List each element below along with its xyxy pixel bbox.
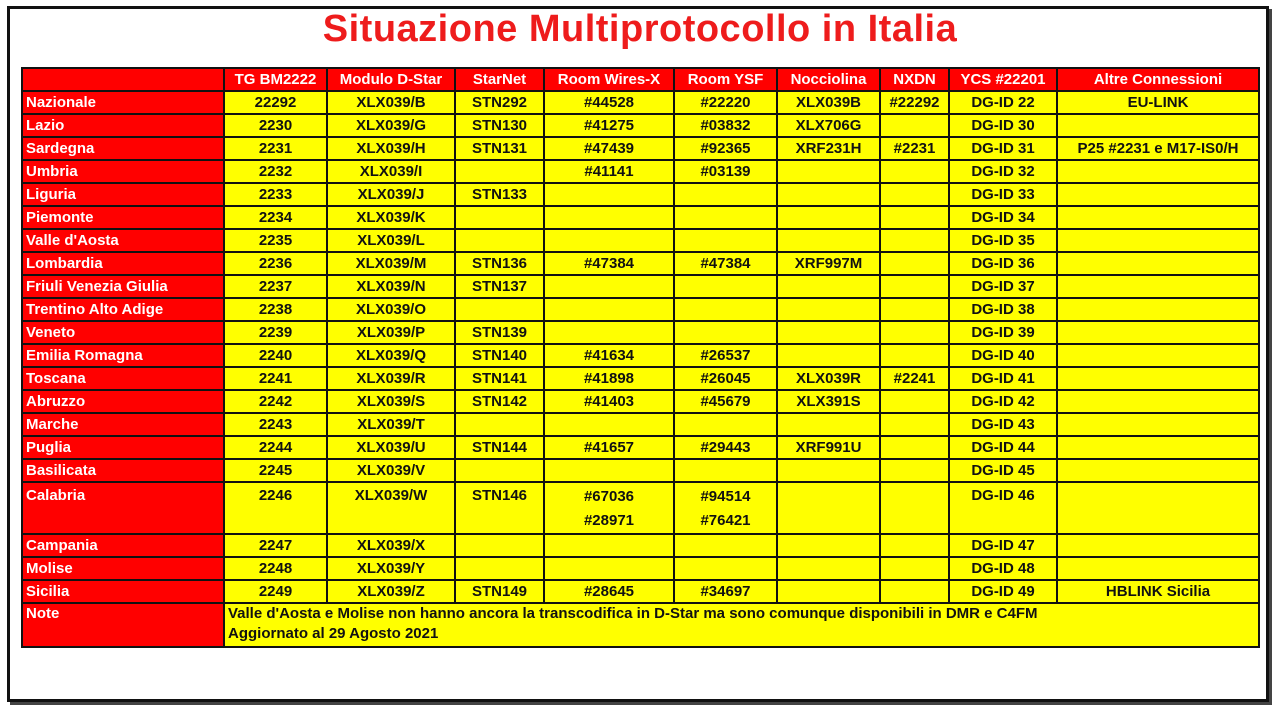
table-cell: DG-ID 48 <box>949 557 1057 580</box>
column-header: Room YSF <box>674 68 777 91</box>
table-cell: STN141 <box>455 367 544 390</box>
region-cell: Marche <box>22 413 224 436</box>
table-cell: XLX391S <box>777 390 880 413</box>
table-cell: DG-ID 42 <box>949 390 1057 413</box>
region-cell: Lazio <box>22 114 224 137</box>
table-cell: XLX039/V <box>327 459 455 482</box>
table-cell <box>544 321 674 344</box>
table-row <box>22 137 1259 160</box>
region-cell: Valle d'Aosta <box>22 229 224 252</box>
table-row <box>22 183 1259 206</box>
table-cell <box>777 459 880 482</box>
table-cell <box>880 459 949 482</box>
region-cell: Friuli Venezia Giulia <box>22 275 224 298</box>
table-cell: XLX039/N <box>327 275 455 298</box>
table-cell: 2234 <box>224 206 327 229</box>
table-cell: #03139 <box>674 160 777 183</box>
table-cell: 2235 <box>224 229 327 252</box>
table-cell: #03832 <box>674 114 777 137</box>
table-cell: XLX039/M <box>327 252 455 275</box>
table-cell: 22292 <box>224 91 327 114</box>
column-header: Modulo D-Star <box>327 68 455 91</box>
table-cell <box>544 229 674 252</box>
table-cell: 2238 <box>224 298 327 321</box>
region-cell: Sicilia <box>22 580 224 603</box>
table-row <box>22 344 1259 367</box>
table-row <box>22 91 1259 114</box>
table-cell: 2240 <box>224 344 327 367</box>
table-cell: 2243 <box>224 413 327 436</box>
column-header: Nocciolina <box>777 68 880 91</box>
table-cell: #22292 <box>880 91 949 114</box>
table-cell <box>1057 298 1259 321</box>
table-cell <box>777 534 880 557</box>
table-cell <box>1057 436 1259 459</box>
table-cell <box>777 206 880 229</box>
table-cell: XLX039/W <box>327 482 455 534</box>
table-cell <box>1057 160 1259 183</box>
table-cell: STN292 <box>455 91 544 114</box>
table-row <box>22 252 1259 275</box>
table-cell <box>880 252 949 275</box>
table-cell: #26537 <box>674 344 777 367</box>
table-cell: #92365 <box>674 137 777 160</box>
table-cell <box>880 183 949 206</box>
table-cell: XLX039R <box>777 367 880 390</box>
table-cell: STN140 <box>455 344 544 367</box>
table-cell <box>880 557 949 580</box>
table-cell <box>674 183 777 206</box>
table-cell: #41898 <box>544 367 674 390</box>
table-cell <box>880 275 949 298</box>
table-cell: 2236 <box>224 252 327 275</box>
table-cell: #45679 <box>674 390 777 413</box>
table-cell <box>777 275 880 298</box>
table-header-row <box>22 68 1259 91</box>
region-cell: Puglia <box>22 436 224 459</box>
table-cell: #28645 <box>544 580 674 603</box>
table-cell: XLX039/G <box>327 114 455 137</box>
table-cell <box>674 459 777 482</box>
table-cell: DG-ID 40 <box>949 344 1057 367</box>
table-cell: #41403 <box>544 390 674 413</box>
table-cell: XRF991U <box>777 436 880 459</box>
column-header: Altre Connessioni <box>1057 68 1259 91</box>
table-cell <box>544 557 674 580</box>
region-cell: Molise <box>22 557 224 580</box>
table-cell <box>674 229 777 252</box>
protocol-table <box>21 67 1260 648</box>
note-label: Note <box>22 603 224 647</box>
region-cell: Toscana <box>22 367 224 390</box>
table-cell: STN133 <box>455 183 544 206</box>
table-cell: #41275 <box>544 114 674 137</box>
table-cell <box>544 206 674 229</box>
table-cell <box>880 160 949 183</box>
table-cell: XLX706G <box>777 114 880 137</box>
table-cell <box>880 344 949 367</box>
cell-line: #28971 <box>583 512 635 529</box>
region-cell: Nazionale <box>22 91 224 114</box>
table-row <box>22 275 1259 298</box>
table-cell <box>674 534 777 557</box>
table-cell: 2244 <box>224 436 327 459</box>
column-header: Room Wires-X <box>544 68 674 91</box>
table-cell <box>674 298 777 321</box>
table-cell <box>455 160 544 183</box>
table-cell: STN137 <box>455 275 544 298</box>
table-cell <box>1057 321 1259 344</box>
table-row <box>22 229 1259 252</box>
table-cell: #2241 <box>880 367 949 390</box>
table-cell <box>455 459 544 482</box>
table-row <box>22 206 1259 229</box>
table-cell: STN149 <box>455 580 544 603</box>
table-cell <box>880 229 949 252</box>
table-cell <box>880 390 949 413</box>
table-cell <box>1057 413 1259 436</box>
table-cell: DG-ID 37 <box>949 275 1057 298</box>
table-cell: XLX039/Y <box>327 557 455 580</box>
table-cell: 2247 <box>224 534 327 557</box>
cell-line: #67036 <box>583 488 635 505</box>
table-cell: STN139 <box>455 321 544 344</box>
table-cell: #47384 <box>544 252 674 275</box>
region-cell: Emilia Romagna <box>22 344 224 367</box>
table-cell: DG-ID 34 <box>949 206 1057 229</box>
table-cell <box>777 482 880 534</box>
region-cell: Lombardia <box>22 252 224 275</box>
table-cell <box>544 183 674 206</box>
table-cell: DG-ID 39 <box>949 321 1057 344</box>
table-cell: #41141 <box>544 160 674 183</box>
table-cell <box>455 413 544 436</box>
table-cell <box>455 229 544 252</box>
table-cell <box>777 580 880 603</box>
table-cell <box>544 413 674 436</box>
table-cell: #47384 <box>674 252 777 275</box>
table-cell: DG-ID 46 <box>949 482 1057 534</box>
table-cell: XLX039/R <box>327 367 455 390</box>
region-cell: Piemonte <box>22 206 224 229</box>
table-cell <box>544 534 674 557</box>
column-header: YCS #22201 <box>949 68 1057 91</box>
table-row <box>22 390 1259 413</box>
page-title: Situazione Multiprotocollo in Italia <box>322 8 958 50</box>
table-cell: EU-LINK <box>1057 91 1259 114</box>
table-row <box>22 367 1259 390</box>
table-cell: XLX039/Q <box>327 344 455 367</box>
table-cell: DG-ID 32 <box>949 160 1057 183</box>
table-cell: XLX039/J <box>327 183 455 206</box>
multi-value-cell <box>544 482 674 534</box>
table-cell: P25 #2231 e M17-IS0/H <box>1057 137 1259 160</box>
note-updated: Aggiornato al 29 Agosto 2021 <box>228 625 439 642</box>
region-cell: Calabria <box>22 482 224 534</box>
table-cell: 2230 <box>224 114 327 137</box>
table-row <box>22 482 1259 534</box>
table-row <box>22 298 1259 321</box>
table-cell: DG-ID 36 <box>949 252 1057 275</box>
table-row <box>22 114 1259 137</box>
table-cell <box>674 557 777 580</box>
table-cell: #29443 <box>674 436 777 459</box>
table-cell <box>777 298 880 321</box>
table-cell <box>880 413 949 436</box>
table-cell: 2239 <box>224 321 327 344</box>
table-cell <box>880 206 949 229</box>
table-cell: XLX039/L <box>327 229 455 252</box>
table-cell <box>1057 534 1259 557</box>
region-cell: Campania <box>22 534 224 557</box>
table-cell: 2246 <box>224 482 327 534</box>
table-cell <box>880 482 949 534</box>
table-cell: 2241 <box>224 367 327 390</box>
table-cell <box>880 321 949 344</box>
table-cell <box>880 534 949 557</box>
region-cell: Basilicata <box>22 459 224 482</box>
note-line: Valle d'Aosta e Molise non hanno ancora la transcodifica in D-Star ma sono comunque disponibili in DMR e C4FM <box>228 605 1038 622</box>
cell-line: #94514 <box>700 488 751 505</box>
table-cell <box>1057 390 1259 413</box>
table-cell: XLX039B <box>777 91 880 114</box>
table-cell: STN146 <box>455 482 544 534</box>
table-row <box>22 413 1259 436</box>
column-header <box>22 68 224 91</box>
table-cell <box>455 534 544 557</box>
table-cell <box>1057 459 1259 482</box>
table-cell: 2232 <box>224 160 327 183</box>
table-cell: 2231 <box>224 137 327 160</box>
table-cell: STN130 <box>455 114 544 137</box>
table-cell: XLX039/B <box>327 91 455 114</box>
table-cell: DG-ID 45 <box>949 459 1057 482</box>
table-cell: 2245 <box>224 459 327 482</box>
table-row <box>22 580 1259 603</box>
table-cell <box>674 321 777 344</box>
table-cell: #2231 <box>880 137 949 160</box>
column-header: TG BM2222 <box>224 68 327 91</box>
region-cell: Umbria <box>22 160 224 183</box>
table-cell: XLX039/T <box>327 413 455 436</box>
region-cell: Trentino Alto Adige <box>22 298 224 321</box>
table-cell <box>674 275 777 298</box>
multi-value-cell <box>674 482 777 534</box>
cell-line: #76421 <box>700 512 751 529</box>
region-cell: Liguria <box>22 183 224 206</box>
table-cell <box>777 229 880 252</box>
table-cell: DG-ID 38 <box>949 298 1057 321</box>
table-cell: DG-ID 31 <box>949 137 1057 160</box>
table-cell: XLX039/U <box>327 436 455 459</box>
table-cell: XLX039/K <box>327 206 455 229</box>
table-cell <box>880 114 949 137</box>
table-cell: #22220 <box>674 91 777 114</box>
table-cell <box>544 459 674 482</box>
table-cell: XLX039/X <box>327 534 455 557</box>
table-cell: STN131 <box>455 137 544 160</box>
table-cell <box>777 183 880 206</box>
table-cell: 2249 <box>224 580 327 603</box>
table-cell: XLX039/I <box>327 160 455 183</box>
table-cell <box>1057 344 1259 367</box>
table-cell <box>1057 206 1259 229</box>
table-cell: DG-ID 49 <box>949 580 1057 603</box>
table-row <box>22 557 1259 580</box>
table-cell: DG-ID 44 <box>949 436 1057 459</box>
table-cell: DG-ID 33 <box>949 183 1057 206</box>
table-cell <box>1057 183 1259 206</box>
table-cell <box>777 557 880 580</box>
table-row <box>22 534 1259 557</box>
table-cell: XLX039/H <box>327 137 455 160</box>
table-cell: 2248 <box>224 557 327 580</box>
table-cell <box>777 160 880 183</box>
table-cell <box>1057 557 1259 580</box>
table-cell <box>1057 482 1259 534</box>
table-cell: STN142 <box>455 390 544 413</box>
table-cell: STN144 <box>455 436 544 459</box>
table-cell: XLX039/S <box>327 390 455 413</box>
table-cell: DG-ID 30 <box>949 114 1057 137</box>
table-cell: DG-ID 47 <box>949 534 1057 557</box>
table-row <box>22 436 1259 459</box>
column-header: NXDN <box>880 68 949 91</box>
table-cell: #44528 <box>544 91 674 114</box>
region-cell: Sardegna <box>22 137 224 160</box>
table-cell: XLX039/O <box>327 298 455 321</box>
table-cell <box>1057 114 1259 137</box>
column-header: StarNet <box>455 68 544 91</box>
table-cell: STN136 <box>455 252 544 275</box>
table-cell <box>1057 252 1259 275</box>
table-cell <box>777 344 880 367</box>
table-cell: DG-ID 43 <box>949 413 1057 436</box>
table-cell: #47439 <box>544 137 674 160</box>
note-row <box>22 603 1259 647</box>
table-cell <box>1057 275 1259 298</box>
table-cell <box>1057 367 1259 390</box>
table-cell: DG-ID 35 <box>949 229 1057 252</box>
table-cell <box>544 275 674 298</box>
table-row <box>22 160 1259 183</box>
table-cell <box>674 206 777 229</box>
table-cell <box>1057 229 1259 252</box>
table-row <box>22 321 1259 344</box>
table-cell <box>455 557 544 580</box>
table-cell: #41634 <box>544 344 674 367</box>
table-cell <box>674 413 777 436</box>
region-cell: Veneto <box>22 321 224 344</box>
table-row <box>22 459 1259 482</box>
region-cell: Abruzzo <box>22 390 224 413</box>
table-cell: #34697 <box>674 580 777 603</box>
table-cell: XRF231H <box>777 137 880 160</box>
table-cell <box>544 298 674 321</box>
table-cell: XRF997M <box>777 252 880 275</box>
table-cell <box>880 298 949 321</box>
table-cell: #26045 <box>674 367 777 390</box>
table-cell: #41657 <box>544 436 674 459</box>
table-cell <box>880 580 949 603</box>
table-cell: DG-ID 22 <box>949 91 1057 114</box>
table-cell: DG-ID 41 <box>949 367 1057 390</box>
table-cell: HBLINK Sicilia <box>1057 580 1259 603</box>
table-cell <box>777 413 880 436</box>
table-cell: XLX039/Z <box>327 580 455 603</box>
table-body <box>22 91 1259 647</box>
table-cell <box>455 298 544 321</box>
table-cell <box>777 321 880 344</box>
table-cell <box>880 436 949 459</box>
table-cell: 2237 <box>224 275 327 298</box>
table-cell: 2233 <box>224 183 327 206</box>
table-cell <box>455 206 544 229</box>
note-text <box>224 603 1259 647</box>
table-cell: XLX039/P <box>327 321 455 344</box>
table-cell: 2242 <box>224 390 327 413</box>
